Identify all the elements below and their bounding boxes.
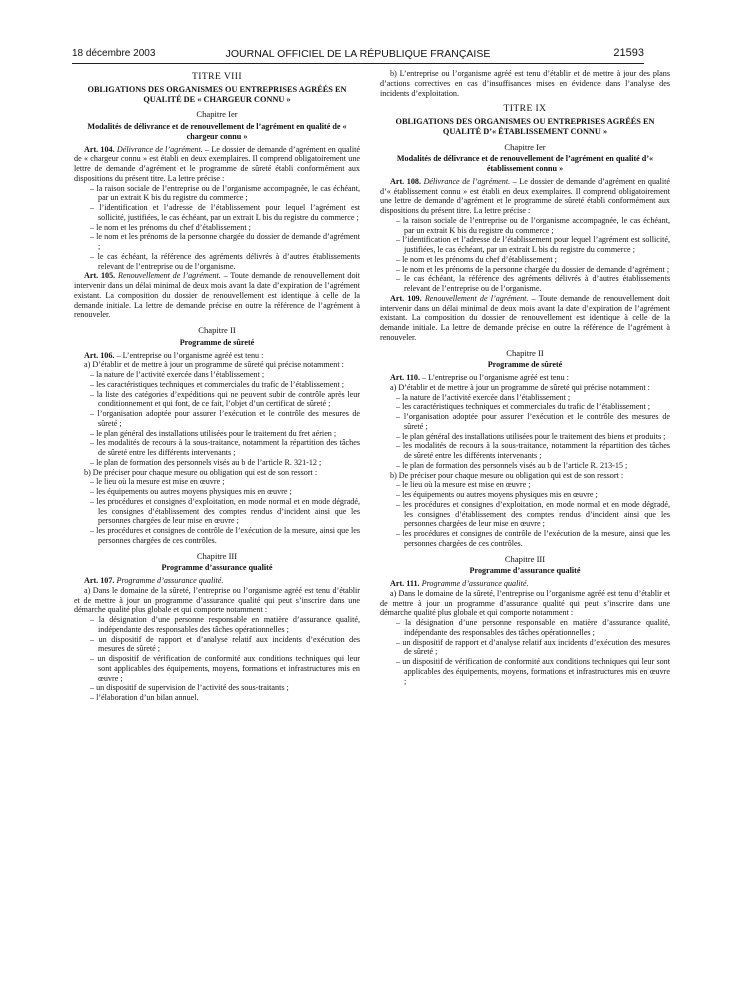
article-number: Art. 104. [84,144,115,154]
list-item: – les procédures et consignes d’exploitation, en mode normal et en mode dégradé, les consignes d’établissement des comptes rendus d’incident ainsi que les personnes chargées de leur mise en œuvre ; [396,499,670,529]
list-item: – les modalités de recours à la sous-traitance, notamment la répartition des tâches de sûreté entre les différents intervenants ; [396,441,670,460]
article-list [380,480,670,548]
article-title: Programme d’assurance qualité. [116,576,224,585]
article-text: – Le dossier de demande d’agrément en qualité de « chargeur connu » est établi en deux exemplaires. Il comprend obligatoirement une lettre de demande d’agrément et le programme de sûreté établi conformément aux dispositions du présent titre. La lettre précise : [74,144,361,183]
list-item: – la désignation d’une personne responsable en matière d’assurance qualité, indépendante des responsables des tâches opérationnelles ; [90,615,360,634]
journal-title: JOURNAL OFFICIEL DE LA RÉPUBLIQUE FRANÇAISE [225,48,491,60]
article-text: – L’entreprise ou l’organisme agréé est tenu : [116,350,264,360]
list-item: – le plan de formation des personnels visés au b de l’article R. 321-12 ; [90,457,322,467]
list-item: – la raison sociale de l’entreprise ou de l’organisme accompagnée, le cas échéant, par un extrait K bis du registre du commerce ; [90,183,360,203]
chapter-title: Programme d’assurance qualité [469,566,581,576]
chapter-title: Modalités de délivrance et de renouvellement de l’agrément en qualité d’« établissement connu » [396,154,654,173]
titre-heading: TITRE VIII [192,71,242,82]
article-list [380,216,670,294]
article-title: Renouvellement de l’agrément. [424,293,529,303]
list-item: – le nom et les prénoms de la personne chargée du dossier de demande d’agrément ; [90,232,360,251]
article-list [74,184,360,272]
list-item: – le plan général des installations utilisées pour le traitement des biens et produits ; [396,431,666,441]
list-item: – l’identification et l’adresse de l’établissement pour lequel l’agrément est sollicité, justifiées, le cas échéant, par un extrait L bis du registre du commerce ; [396,235,670,254]
list-item: – les équipements ou autres moyens physiques mis en œuvre ; [396,490,598,499]
article-number: Art. 107. [84,576,115,585]
chapter-heading: Chapitre Ier [196,109,238,120]
list-item: – la raison sociale de l’entreprise ou de l’organisme accompagnée, le cas échéant, par un extrait K bis du registre du commerce ; [396,215,670,235]
article-subparagraph: a) D’établir et de mettre à jour un programme de sûreté qui précise notamment : [390,382,650,392]
titre-subtitle: OBLIGATIONS DES ORGANISMES OU ENTREPRISES AGRÉÉS EN QUALITÉ D’« ÉTABLISSEMENT CONNU » [395,117,655,136]
chapter-heading: Chapitre II [198,325,236,335]
list-item: – les procédures et consignes de contrôle de l’exécution de la mesure, ainsi que les personnes chargées de ces contrôles. [396,529,670,548]
chapter-title: Programme d’assurance qualité [161,563,273,573]
list-item: – le nom et les prénoms du chef d’établissement ; [90,222,251,232]
article-subparagraph: a) D’établir et de mettre à jour un programme de sûreté qui précise notamment : [84,360,344,370]
chapter-heading: Chapitre III [196,550,238,561]
chapter-title: Programme de sûreté [487,360,563,370]
left-column [74,69,360,703]
article-title: Délivrance de l’agrément. [116,144,203,154]
article-list [380,618,670,686]
chapter-heading: Chapitre II [506,347,544,358]
article-subparagraph: b) De préciser pour chaque mesure ou obligation qui est de son ressort : [84,467,318,477]
article-title: Délivrance de l’agrément. [423,176,511,186]
list-item: – les modalités de recours à la sous-traitance, notamment la répartition des tâches de sûreté entre les différents intervenants ; [90,438,360,457]
article-text: – Le dossier de demande d’agrément en qualité d’« établissement connu » est établi en deux exemplaires. Il comprend obligatoirement une lettre de demande d’agrément et le programme de sûreté établi conformément aux dispositions du présent titre. La lettre précise : [380,176,671,215]
header-date: 18 décembre 2003 [72,48,156,59]
page-number: 21593 [613,47,644,59]
list-item: – le plan général des installations utilisées pour le traitement du fret aérien ; [90,428,337,438]
article-subparagraph: b) De préciser pour chaque mesure ou obligation qui est de son ressort : [390,470,624,480]
article-subparagraph: a) Dans le domaine de la sûreté, l’entreprise ou l’organisme agréé est tenu d’établir et de mettre à jour un programme d’assurance qualité qui peut s’inscrire dans une démarche qualité plus globale et qui comporte notamment : [74,585,360,615]
page-header [72,46,644,62]
chapter-heading: Chapitre III [504,553,546,564]
list-item: – le plan de formation des personnels visés au b de l’article R. 213-15 ; [396,460,628,470]
article-number: Art. 106. [84,350,115,360]
list-item: – le lieu où la mesure est mise en œuvre ; [396,480,531,490]
list-item: – un dispositif de rapport et d’analyse relatif aux incidents d’exécution des mesures de sûreté ; [396,637,670,657]
list-item: – l’élaboration d’un bilan annuel. [90,693,199,702]
chapter-title: Modalités de délivrance et de renouvellement de l’agrément en qualité de « chargeur connu » [87,122,347,141]
list-item: – les caractéristiques techniques et commerciales du trafic de l’établissement ; [396,402,651,412]
list-item: – un dispositif de rapport et d’analyse relatif aux incidents d’exécution des mesures de sûreté ; [90,634,360,654]
list-item: – les équipements ou autres moyens physiques mis en œuvre ; [90,487,292,496]
header-rule [72,63,644,64]
article-number: Art. 110. [390,373,421,382]
article-paragraph [380,373,670,383]
list-item: – le nom et les prénoms de la personne chargée du dossier de demande d’agrément ; [396,264,670,274]
list-item: – le cas échéant, la référence des agréments délivrés à d’autres établissements relevant de l’entreprise ou de l’organisme. [90,251,360,271]
article-number: Art. 109. [390,293,422,303]
article-paragraph [380,294,670,343]
list-item: – les procédures et consignes d’exploitation, en mode normal et en mode dégradé, les consignes d’établissement des comptes rendus d’incident ainsi que les personnes chargées de leur mise en œuvre ; [90,496,360,526]
article-title: Programme d’assurance qualité. [421,579,529,588]
article-paragraph [74,145,360,184]
list-item: – la désignation d’une personne responsable en matière d’assurance qualité, indépendante des responsables des tâches opérationnelles ; [396,618,670,637]
article-subparagraph: a) Dans le domaine de la sûreté, l’entreprise ou l’organisme agréé est tenu d’établir et de mettre à jour un programme d’assurance qualité qui peut s’inscrire dans une démarche qualité plus globale et qui comporte notamment : [380,588,670,618]
article-paragraph [74,576,360,586]
chapter-heading: Chapitre Ier [504,141,546,152]
list-item: – le lieu où la mesure est mise en œuvre ; [90,477,225,487]
chapter-title: Programme de sûreté [179,337,255,347]
list-item: – un dispositif de vérification de conformité aux conditions techniques qui leur sont applicables des équipements, moyens, formations et infrastructures mis en œuvre ; [396,657,670,686]
article-list [74,477,360,545]
article-list [74,370,360,468]
article-list [380,393,670,471]
list-item: – le nom et les prénoms du chef d’établissement ; [396,254,557,264]
list-item: – le cas échéant, la référence des agréments délivrés à d’autres établissements relevant de l’entreprise ou de l’organisme. [396,274,670,293]
article-list [74,615,360,703]
list-item: – l’identification et l’adresse de l’établissement pour lequel l’agrément est sollicité, justifiées, le cas échéant, par un extrait L bis du registre du commerce ; [90,203,360,222]
article-text: – L’entreprise ou l’organisme agréé est tenu : [422,373,569,382]
list-item: – la nature de l’activité exercée dans l’établissement ; [90,370,265,379]
article-text: – Toute demande de renouvellement doit intervenir dans un délai minimal de deux mois avant la date d’expiration de l’agrément existant. La composition du dossier de renouvellement est identique à celle de la demande initiale. La lettre de demande précise en outre la référence de l’agrément à renouveler. [74,271,361,320]
article-number: Art. 108. [390,176,421,186]
titre-subtitle: OBLIGATIONS DES ORGANISMES OU ENTREPRISES AGRÉÉS EN QUALITÉ DE « CHARGEUR CONNU » [87,84,347,104]
list-item: – un dispositif de vérification de conformité aux conditions techniques qui leur sont applicables des équipements, moyens, formations et infrastructures mis en œuvre ; [90,654,360,683]
titre-heading: TITRE IX [503,103,547,115]
article-paragraph [74,351,360,361]
article-title: Renouvellement de l’agrément. [118,271,221,281]
article-subparagraph: b) L’entreprise ou l’organisme agréé est tenu d’établir et de mettre à jour des plans d’actions correctives en cas d’insuffisances mises en évidence dans l’analyse des incidents d’exploitation. [380,69,670,98]
article-text: – Toute demande de renouvellement doit intervenir dans un délai minimal de deux mois avant la date d’expiration de l’agrément existant. La composition du dossier de renouvellement est identique à celle de la demande initiale. La lettre de demande précise en outre la référence de l’agrément à renouveler. [380,293,671,342]
right-column [380,69,670,686]
list-item: – les caractéristiques techniques et commerciales du trafic de l’établissement ; [90,379,345,389]
article-paragraph [380,177,670,216]
list-item: – les procédures et consignes de contrôle de l’exécution de la mesure, ainsi que les personnes chargées de ces contrôles. [90,526,360,545]
list-item: – un dispositif de supervision de l’activité des sous-traitants ; [90,683,289,693]
list-item: – la liste des catégories d’expéditions qui ne peuvent subir de contrôle après leur conditionnement et qui font, de ce fait, l’objet d’un certificat de sûreté ; [90,389,360,409]
list-item: – l’organisation adoptée pour assurer l’exécution et le contrôle des mesures de sûreté ; [396,412,670,431]
list-item: – l’organisation adoptée pour assurer l’exécution et le contrôle des mesures de sûreté ; [90,409,360,428]
article-number: Art. 105. [84,271,116,281]
article-paragraph [380,579,670,589]
article-number: Art. 111. [390,579,420,588]
article-paragraph [74,271,360,320]
list-item: – la nature de l’activité exercée dans l’établissement ; [396,392,571,402]
